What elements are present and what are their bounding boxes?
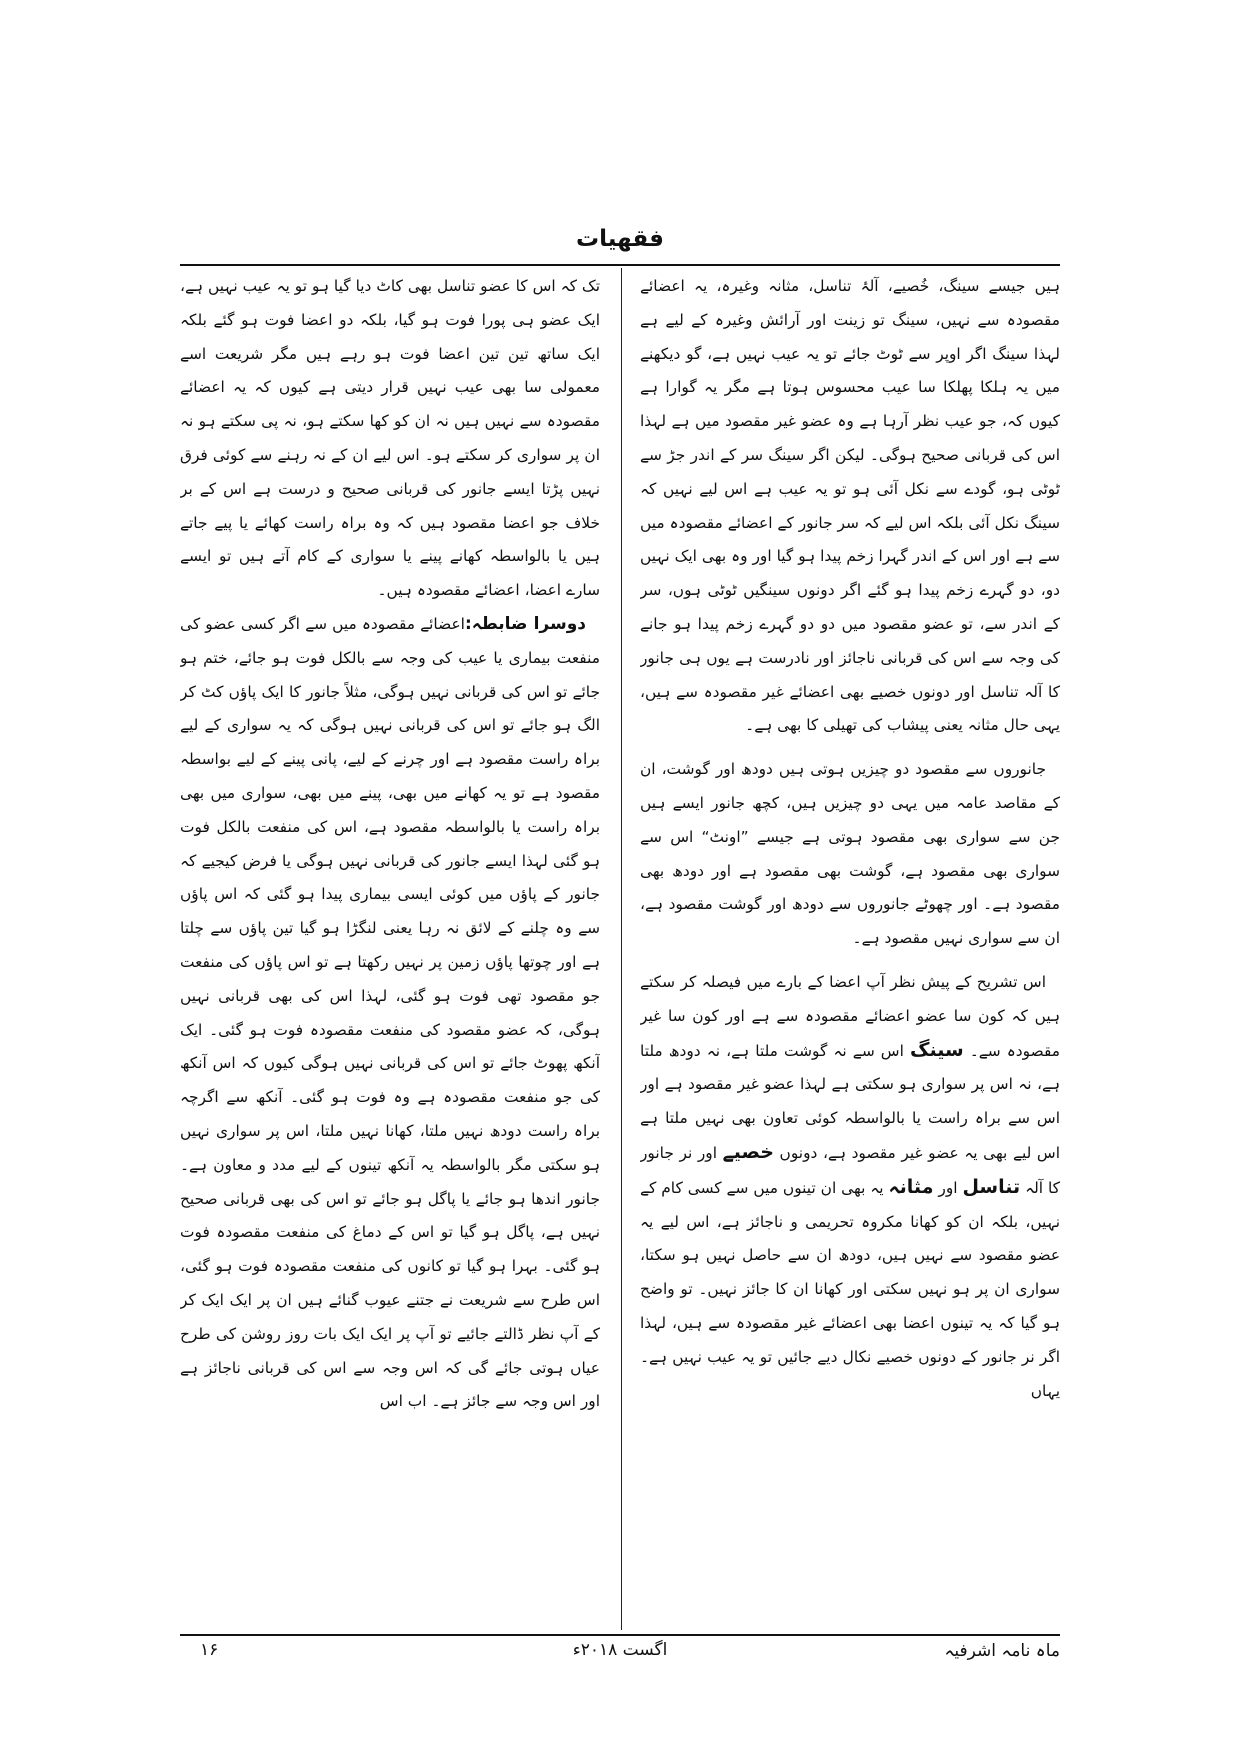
bold-term-khusye: خصیے	[722, 1140, 774, 1163]
footer-issue-date: اگست ۲۰۱۸ء	[572, 1640, 668, 1660]
bold-term-masana: مثانہ	[888, 1175, 934, 1198]
paragraph-text: اعضائے مقصودہ میں سے اگر کسی عضو کی منفعت بیماری یا عیب کی وجہ سے بالکل فوت ہو جائے، ختم ہو جائے تو اس کی قربانی نہیں ہوگی، مثلاً جانور کا ایک پاؤں کٹ کر الگ ہو جائے تو اس کی قربانی نہیں ہوگی کہ یہ سواری کے لیے براہ راست مقصود ہے اور چرنے کے لیے، پانی پینے کے لیے بواسطہ مقصود ہے تو یہ کھانے میں بھی، پینے میں بھی، سواری میں بھی براہ راست یا بالواسطہ مقصود ہے، اس کی منفعت بالکل فوت ہو گئی لہذا ایسے جانور کی قربانی نہیں ہوگی یا فرض کیجیے کہ جانور کے پاؤں میں کوئی ایسی بیماری پیدا ہو گئی کہ اس پاؤں سے وہ چلنے کے لائق نہ رہا یعنی لنگڑا ہو گیا تین پاؤں سے چلتا ہے اور چوتھا پاؤں زمین پر نہیں رکھتا ہے تو اس پاؤں کی منفعت جو مقصود تھی فوت ہو گئی، لہذا اس کی بھی قربانی نہیں ہوگی، کہ عضو مقصود کی منفعت مقصودہ فوت ہو گئی۔ ایک آنکھ پھوٹ جائے تو اس کی قربانی نہیں ہوگی کیوں کہ اس آنکھ کی جو منفعت مقصودہ ہے وہ فوت ہو گئی۔ آنکھ سے اگرچہ براہ راست دودھ نہیں ملتا، کھانا نہیں ملتا، اس پر سواری نہیں ہو سکتی مگر بالواسطہ یہ آنکھ تینوں کے لیے مدد و معاون ہے۔ جانور اندھا ہو جائے یا پاگل ہو جائے تو اس کی بھی قربانی صحیح نہیں ہے، پاگل ہو گیا تو اس کے دماغ کی منفعت مقصودہ فوت ہو گئی۔ بہرا ہو گیا تو کانوں کی منفعت مقصودہ فوت ہو گئی، اس طرح سے شریعت نے جتنے عیوب گنائے ہیں ان پر ایک ایک کر کے آپ نظر ڈالتے جائیے تو آپ پر ایک ایک بات روز روشن کی طرح عیاں ہوتی جائے گی کہ اس وجہ سے اس کی قربانی ناجائز ہے اور اس وجہ سے جائز ہے۔ اب اس	[180, 614, 600, 1411]
paragraph-text: اس سے نہ گوشت ملتا ہے، نہ دودھ ملتا ہے، نہ اس پر سواری ہو سکتی ہے لہذا عضو غیر مقصود ہے اور اس سے براہ راست یا بالواسطہ کوئی تعاون بھی نہیں ملتا ہے اس لیے بھی یہ عضو غیر مقصود ہے، دونوں	[640, 1041, 1060, 1162]
left-column	[180, 270, 600, 1626]
paragraph: ہیں جیسے سینگ، خُصیے، آلۂ تناسل، مثانہ وغیرہ، یہ اعضائے مقصودہ سے نہیں، سینگ تو زینت اور آرائش وغیرہ کے لیے ہے لہذا سینگ اگر اوپر سے ٹوٹ جائے تو یہ عیب نہیں ہے، گو دیکھنے میں یہ ہلکا پھلکا سا عیب محسوس ہوتا ہے مگر یہ گوارا ہے کیوں کہ، جو عیب نظر آرہا ہے وہ عضو غیر مقصود میں ہے لہذا اس کی قربانی صحیح ہوگی۔ لیکن اگر سینگ سر کے اندر جڑ سے ٹوٹی ہو، گودے سے نکل آئی ہو تو یہ عیب ہے اس لیے نہیں کہ سینگ نکل آئی بلکہ اس لیے کہ سر جانور کے اعضائے مقصودہ میں سے ہے اور اس کے اندر گہرا زخم پیدا ہو گیا اور وہ بھی ایک نہیں دو، دو گہرے زخم پیدا ہو گئے اگر دونوں سینگیں ٹوٹی ہوں، سر کے اندر سے، تو عضو مقصود میں دو دو گہرے زخم پیدا ہو جانے کی وجہ سے اس کی قربانی ناجائز اور نادرست ہے یوں ہی جانور کا آلہ تناسل اور دونوں خصیے بھی اعضائے غیر مقصودہ سے ہیں، یہی حال مثانہ یعنی پیشاب کی تھیلی کا بھی ہے۔	[640, 277, 1060, 735]
paragraph	[640, 966, 1060, 1408]
paragraph: تک کہ اس کا عضو تناسل بھی کاٹ دیا گیا ہو تو یہ عیب نہیں ہے، ایک عضو ہی پورا فوت ہو گیا، بلکہ دو اعضا فوت ہو گئے بلکہ ایک ساتھ تین تین اعضا فوت ہو رہے ہیں مگر شریعت اسے معمولی سا بھی عیب نہیں قرار دیتی ہے کیوں کہ یہ اعضائے مقصودہ سے نہیں ہیں نہ ان کو کھا سکتے ہو، نہ پی سکتے ہو نہ ان پر سواری کر سکتے ہو۔ اس لیے ان کے نہ رہنے سے کوئی فرق نہیں پڑتا ایسے جانور کی قربانی صحیح و درست ہے اس کے بر خلاف جو اعضا مقصود ہیں کہ وہ براہ راست کھائے یا پیے جاتے ہیں یا بالواسطہ کھانے پینے یا سواری کے کام آتے ہیں تو ایسے سارے اعضا، اعضائے مقصودہ ہیں۔	[180, 277, 600, 600]
bold-term-sing: سینگ	[909, 1038, 964, 1061]
right-column	[640, 270, 1060, 1626]
section-heading: دوسرا ضابطہ:	[464, 613, 587, 634]
footer-page-number: ۱۶	[200, 1640, 219, 1660]
paragraph-text: اور نر جانور کا آلہ	[640, 1143, 1060, 1197]
page-header-title: فقهيات	[576, 226, 664, 252]
paragraph-text: اور	[938, 1178, 958, 1197]
paragraph	[180, 608, 600, 1419]
paragraph-text: یہ بھی ان تینوں میں سے کسی کام کے نہیں، بلکہ ان کو کھانا مکروہ تحریمی و ناجائز ہے، اس لیے یہ عضو مقصود سے نہیں ہیں، دودھ ان سے حاصل نہیں ہو سکتا، سواری ان پر ہو نہیں سکتی اور کھانا ان کا جائز نہیں۔ تو واضح ہو گیا کہ یہ تینوں اعضا بھی اعضائے غیر مقصودہ سے ہیں، لہذا اگر نر جانور کے دونوں خصیے نکال دیے جائیں تو یہ عیب نہیں ہے۔ یہاں	[640, 1178, 1060, 1400]
footer-magazine-name: ماہ نامہ اشرفیہ	[944, 1641, 1060, 1661]
column-divider	[621, 268, 622, 1630]
paragraph: جانوروں سے مقصود دو چیزیں ہوتی ہیں دودھ اور گوشت، ان کے مقاصد عامہ میں یہی دو چیزیں ہیں، کچھ جانور ایسے ہیں جن سے سواری بھی مقصود ہوتی ہے جیسے ”اونٹ“ اس سے سواری بھی مقصود ہے، گوشت بھی مقصود ہے اور دودھ بھی مقصود ہے۔ اور چھوٹے جانوروں سے دودھ اور گوشت مقصود ہے، ان سے سواری نہیں مقصود ہے۔	[640, 760, 1060, 948]
footer-rule	[180, 1634, 1060, 1636]
paragraph-text: اس تشریح کے پیش نظر آپ اعضا کے بارے میں فیصلہ کر سکتے ہیں کہ کون سا عضو اعضائے مقصودہ سے ہے اور کون سا غیر مقصودہ سے۔	[640, 972, 1060, 1060]
header-rule	[180, 264, 1060, 266]
bold-term-tanasul: تناسل	[962, 1175, 1021, 1198]
